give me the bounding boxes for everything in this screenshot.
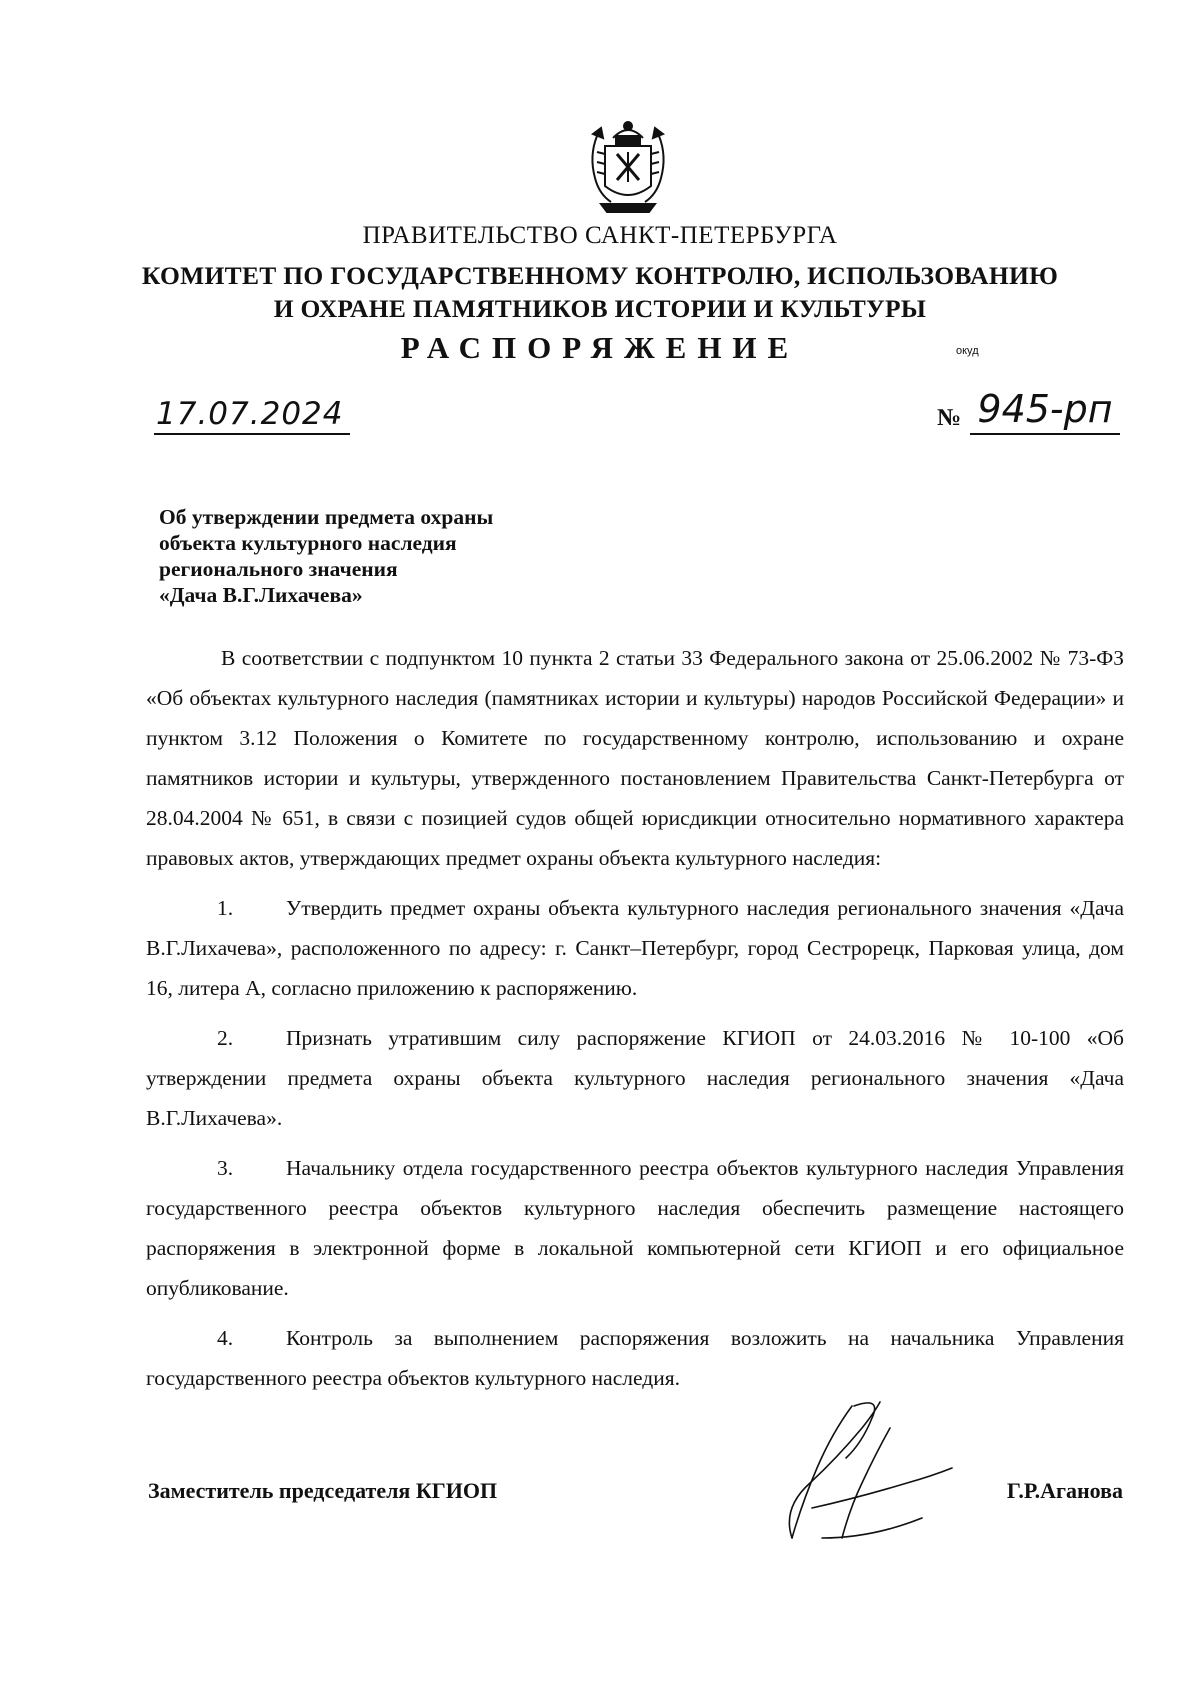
order-item	[146, 1318, 1124, 1398]
signature-block	[0, 1478, 1200, 1518]
preamble: В соответствии с подпунктом 10 пункта 2 статьи 33 Федерального закона от 25.06.2002 № 73-ФЗ «Об объектах культурного наследия (памятниках истории и культуры) народов Российской Федерации» и пунктом 3.12 Положения о Комитете по государственному контролю, использованию и охране памятников истории и культуры, утвержденного постановлением Правительства Санкт-Петербурга от 28.04.2004 № 651, в связи с позицией судов общей юрисдикции относительно нормативного характера правовых актов, утверждающих предмет охраны объекта культурного наследия:	[146, 646, 1124, 870]
item-text: Контроль за выполнением распоряжения возложить на начальника Управления государственного реестра объектов культурного наследия.	[146, 1326, 1124, 1390]
order-item	[146, 1018, 1124, 1138]
number-sign: №	[937, 405, 962, 431]
item-text: Признать утратившим силу распоряжение КГИОП от 24.03.2016 № 10-100 «Об утверждении предмета охраны объекта культурного наследия регионального значения «Дача В.Г.Лихачева».	[146, 1026, 1124, 1130]
subject-line-1: Об утверждении предмета охраны	[159, 505, 494, 529]
committee-line-2: И ОХРАНЕ ПАМЯТНИКОВ ИСТОРИИ И КУЛЬТУРЫ	[273, 294, 927, 323]
subject-line-2: объекта культурного наследия	[159, 531, 457, 555]
item-number: 3.	[217, 1156, 234, 1180]
item-number: 4.	[217, 1326, 234, 1350]
item-text: Утвердить предмет охраны объекта культурного наследия регионального значения «Дача В.Г.Лихачева», расположенного по адресу: г. Санкт–Петербург, город Сестрорецк, Парковая улица, дом 16, литера А, согласно приложению к распоряжению.	[146, 896, 1124, 1000]
committee-name	[0, 259, 1200, 325]
order-date: 17.07.2024	[154, 395, 350, 435]
signer-role: Заместитель председателя КГИОП	[148, 1478, 498, 1503]
subject-line-4: «Дача В.Г.Лихачева»	[159, 583, 363, 607]
item-number: 1.	[217, 896, 234, 920]
committee-line-1: КОМИТЕТ ПО ГОСУДАРСТВЕННОМУ КОНТРОЛЮ, ИСПОЛЬЗОВАНИЮ	[141, 261, 1059, 290]
okud-label: окуд	[956, 345, 979, 357]
document-type: РАСПОРЯЖЕНИЕ	[400, 330, 800, 365]
handwritten-signature-icon	[762, 1388, 962, 1558]
order-number: 945-рп	[970, 385, 1120, 435]
item-number: 2.	[217, 1026, 234, 1050]
signer-name: Г.Р.Аганова	[1006, 1478, 1123, 1503]
order-item	[146, 888, 1124, 1008]
order-body	[146, 638, 1124, 1398]
subject-line-3: регионального значения	[159, 557, 398, 581]
order-item	[146, 1148, 1124, 1308]
order-subject	[159, 504, 493, 608]
item-text: Начальнику отдела государственного реестра объектов культурного наследия Управления государственного реестра объектов культурного наследия обеспечить размещение настоящего распоряжения в электронной форме в локальной компьютерной сети КГИОП и его официальное опубликование.	[146, 1156, 1124, 1300]
coat-of-arms-icon	[583, 116, 673, 216]
government-name: ПРАВИТЕЛЬСТВО САНКТ-ПЕТЕРБУРГА	[362, 222, 838, 249]
